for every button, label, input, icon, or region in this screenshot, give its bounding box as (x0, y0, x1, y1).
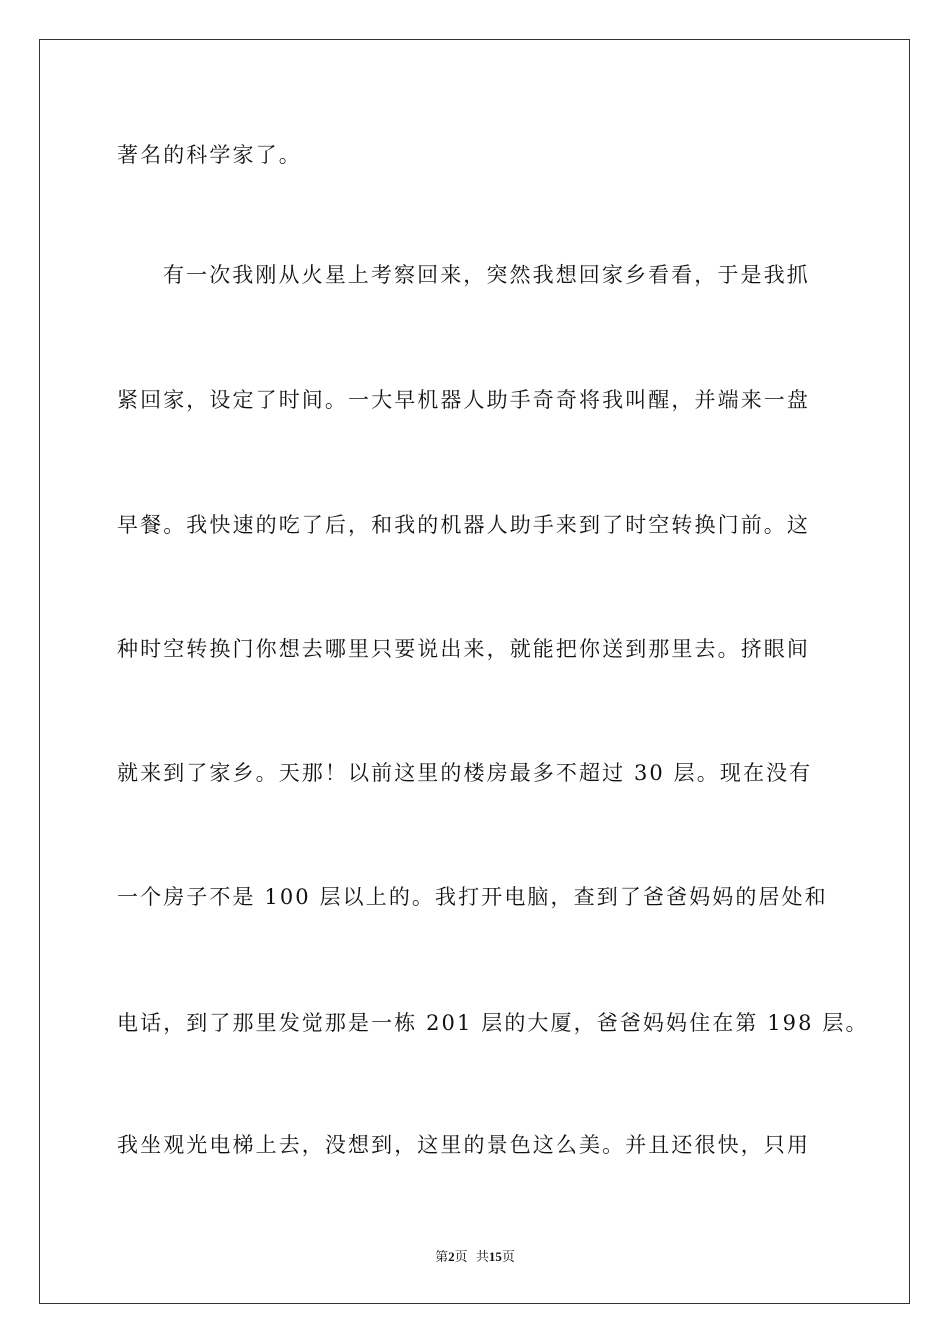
text-line-2: 有一次我刚从火星上考察回来，突然我想回家乡看看，于是我抓 (163, 263, 810, 287)
text-line-5: 种时空转换门你想去哪里只要说出来，就能把你送到那里去。挤眼间 (117, 637, 810, 661)
footer-page-total: 15 (488, 1249, 502, 1264)
text-line-7: 一个房子不是 100 层以上的。我打开电脑，查到了爸爸妈妈的居处和 (117, 885, 828, 909)
text-line-9: 我坐观光电梯上去，没想到，这里的景色这么美。并且还很快，只用 (117, 1133, 810, 1157)
page-footer (0, 1249, 950, 1266)
footer-page-current: 2 (448, 1249, 455, 1264)
text-line-3: 紧回家，设定了时间。一大早机器人助手奇奇将我叫醒，并端来一盘 (117, 388, 810, 412)
page-border (39, 39, 910, 1304)
text-line-4: 早餐。我快速的吃了后，和我的机器人助手来到了时空转换门前。这 (117, 513, 810, 537)
footer-page-mid: 页 共 (454, 1250, 489, 1265)
text-line-8: 电话，到了那里发觉那是一栋 201 层的大厦，爸爸妈妈住在第 198 层。 (117, 1011, 869, 1035)
text-line-1: 著名的科学家了。 (117, 143, 302, 167)
footer-page-suffix: 页 (501, 1250, 515, 1265)
text-line-6: 就来到了家乡。天那！以前这里的楼房最多不超过 30 层。现在没有 (117, 761, 813, 785)
footer-page-prefix: 第 (435, 1250, 449, 1265)
